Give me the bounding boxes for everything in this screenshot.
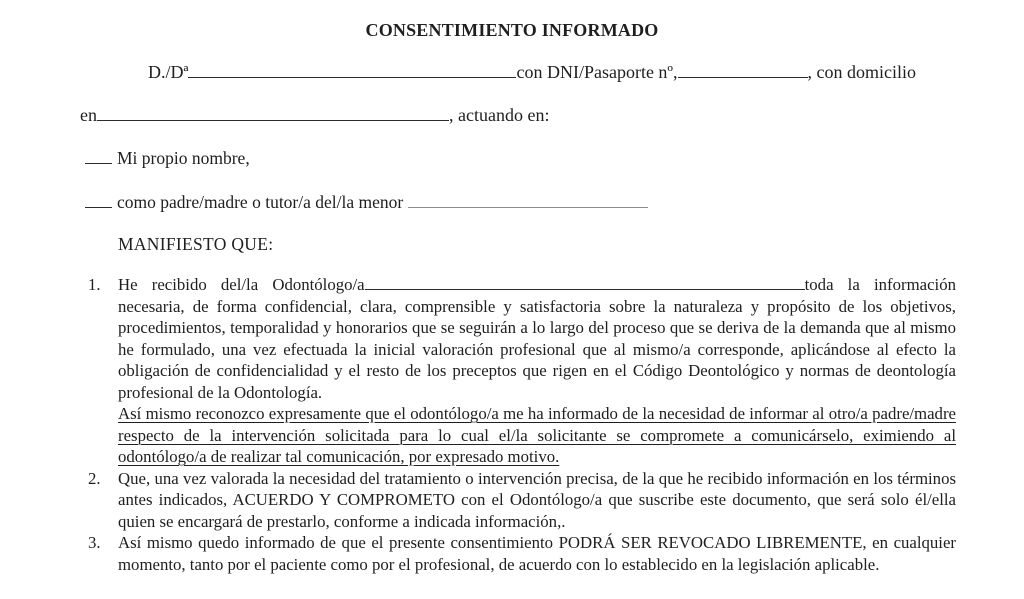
item1-text-before-blank: He recibido del/la Odontólogo/a: [118, 275, 365, 294]
parent-tutor-label: como padre/madre o tutor/a del/la menor: [117, 192, 404, 212]
manifest-list: [88, 274, 956, 575]
item-number: 3.: [88, 533, 101, 552]
header-address-line: [80, 105, 549, 126]
acting-label: , actuando en:: [449, 105, 550, 125]
own-name-check-blank: [85, 149, 112, 164]
name-blank-field: [188, 63, 516, 78]
minor-name-blank-field: [408, 193, 648, 208]
option-own-name: [85, 148, 250, 169]
item-number: 2.: [88, 468, 101, 488]
odontologist-name-blank-field: [365, 276, 805, 290]
item-text: [118, 274, 956, 468]
name-prefix-label: D./Dª: [148, 62, 189, 82]
item-text: Así mismo quedo informado de que el presente consentimiento PODRÁ SER REVOCADO LIBREMENTE, en cualquier momento, tanto por el paciente como por el profesional, de acuerdo con lo establecido en la legislación aplicable.: [118, 533, 956, 574]
own-name-label: Mi propio nombre,: [117, 148, 250, 168]
document-title: CONSENTIMIENTO INFORMADO: [365, 20, 659, 40]
item1-text-after-blank: toda la información necesaria, de forma confidencial, clara, comprensible y satisfactoria sobre la naturaleza y propósito de los objetivos, procedimientos, temporalidad y honorarios que se seguirán a lo largo del proceso que se deriva de la demanda que al mismo he formulado, una vez efectuada la inicial valoración profesional que al mismo/a corresponde, aplicándose al efecto la obligación de confidencialidad y el resto de los preceptos que rigen en el Código Deontológico y normas de deontología profesional de la Odontología.: [118, 275, 956, 402]
parent-tutor-check-blank: [85, 193, 112, 208]
option-parent-tutor: [85, 192, 648, 213]
address-prefix-label: en: [80, 105, 97, 125]
dni-blank-field: [678, 63, 808, 78]
list-item-1: [88, 274, 956, 468]
list-item-2: [88, 468, 956, 533]
domicile-label: , con domicilio: [807, 62, 916, 82]
dni-label: con DNI/Pasaporte nº,: [516, 62, 678, 82]
list-item-3: [88, 532, 956, 575]
address-blank-field: [97, 106, 449, 121]
item-text: Que, una vez valorada la necesidad del tratamiento o intervención precisa, de la que he recibido información en los términos antes indicados, ACUERDO Y COMPROMETO con el Odontólogo/a que suscribe este documento, que será solo él/ella quien se encargará de prestarlo, conforme a indicada información,.: [118, 468, 956, 531]
item1-underlined-note: Así mismo reconozco expresamente que el odontólogo/a me ha informado de la necesidad de informar al otro/a padre/madre respecto de la intervención solicitada para lo cual el/la solicitante se compromete a comunicárselo, eximiendo al odontólogo/a de realizar tal comunicación, por expresado motivo.: [118, 404, 956, 466]
header-identity-line: [148, 62, 916, 83]
manifest-heading: MANIFIESTO QUE:: [118, 234, 274, 254]
item-number: 1.: [88, 275, 101, 294]
